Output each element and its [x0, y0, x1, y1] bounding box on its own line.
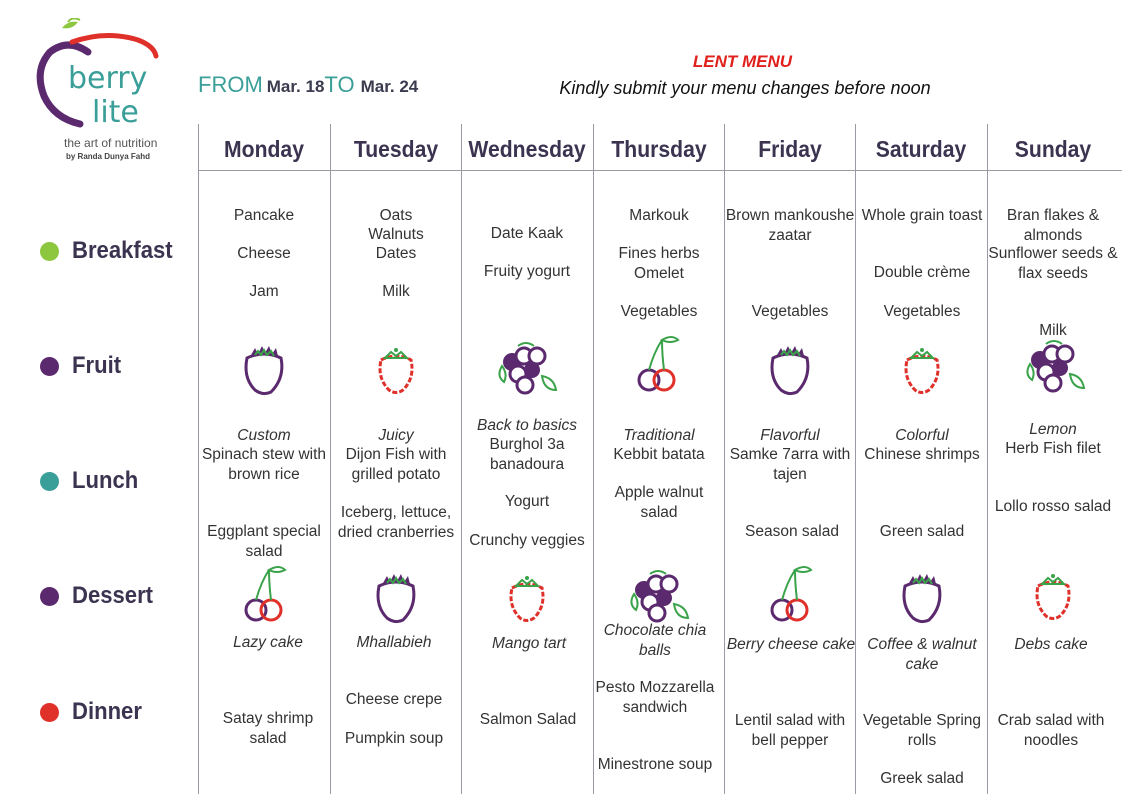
wednesday-breakfast-1: Date Kaak	[490, 225, 564, 242]
date-range	[198, 72, 418, 98]
saturday-lunch-desc: Colorful	[895, 427, 949, 444]
grapes-icon	[1022, 334, 1088, 400]
dinner-dot-icon	[40, 703, 59, 722]
row-label-text: Dessert	[72, 582, 154, 609]
wednesday-dinner-1: Salmon Salad	[479, 711, 577, 728]
fruit-dot-icon	[40, 357, 59, 376]
wednesday-lunch-main: Burghol 3a banadoura	[489, 436, 565, 473]
row-label-dinner	[40, 698, 148, 726]
brand-byline: by Randa Dunya Fahd	[66, 152, 151, 161]
fig-icon	[363, 566, 429, 632]
row-label-text: Fruit	[72, 352, 122, 379]
monday-dinner-1: Satay shrimp salad	[222, 710, 314, 747]
sunday-lunch-desc: Lemon	[1029, 421, 1077, 438]
to-label: TO	[324, 72, 355, 97]
day-header-thursday: Thursday	[611, 136, 707, 162]
strawberry-icon	[889, 338, 955, 404]
day-header-saturday: Saturday	[875, 136, 967, 162]
cherry-icon	[759, 562, 825, 628]
notice-text: Kindly submit your menu changes before noon	[559, 78, 931, 98]
day-header-monday: Monday	[224, 136, 304, 162]
friday-breakfast-1: Brown mankoushe zaatar	[725, 207, 855, 244]
monday-breakfast-1: Pancake	[233, 207, 295, 224]
wednesday-lunch-side: Yogurt	[504, 493, 550, 510]
svg-text:berry: berry	[68, 61, 148, 96]
wednesday-lunch-desc: Back to basics	[477, 417, 577, 434]
to-date: Mar. 24	[360, 77, 419, 96]
dessert-dot-icon	[40, 587, 59, 606]
row-label-dessert	[40, 582, 160, 610]
lunch-dot-icon	[40, 472, 59, 491]
tuesday-breakfast-4: Milk	[382, 283, 410, 300]
tuesday-breakfast-2: Walnuts	[368, 226, 424, 243]
tuesday-lunch-desc: Juicy	[378, 427, 414, 444]
friday-dessert: Berry cheese cake	[726, 636, 856, 653]
sunday-breakfast-3: Milk	[1039, 322, 1067, 339]
monday-lunch-main: Spinach stew with brown rice	[201, 446, 327, 483]
wednesday-lunch-side2: Crunchy veggies	[469, 532, 585, 549]
sunday-breakfast-2: Sunflower seeds & flax seeds	[988, 245, 1118, 282]
monday-breakfast-3: Jam	[249, 283, 279, 300]
tuesday-breakfast-1: Oats	[379, 207, 413, 224]
brand-tagline: the art of nutrition	[64, 136, 158, 150]
tuesday-lunch-main: Dijon Fish with grilled potato	[345, 446, 447, 483]
svg-text:lite: lite	[92, 95, 139, 130]
thursday-dessert: Chocolate chia balls	[603, 622, 707, 659]
day-header-tuesday: Tuesday	[353, 136, 439, 162]
cherry-icon	[233, 562, 299, 628]
row-label-text: Dinner	[72, 698, 142, 725]
breakfast-dot-icon	[40, 242, 59, 261]
berry-logo-icon	[28, 18, 168, 136]
sunday-lunch-main: Herb Fish filet	[1005, 440, 1101, 457]
fig-icon	[757, 338, 823, 404]
saturday-lunch-side: Green salad	[879, 523, 965, 540]
saturday-breakfast-1: Whole grain toast	[861, 207, 983, 224]
thursday-breakfast-1: Markouk	[629, 207, 689, 224]
brand-logo	[28, 18, 168, 168]
wednesday-breakfast-2: Fruity yogurt	[483, 263, 571, 280]
monday-lunch-side: Eggplant special salad	[207, 523, 321, 560]
menu-title: LENT MENU	[692, 52, 793, 71]
day-header-friday: Friday	[758, 136, 822, 162]
friday-lunch-desc: Flavorful	[760, 427, 820, 444]
tuesday-dessert: Mhallabieh	[356, 634, 432, 651]
sunday-lunch-side: Lollo rosso salad	[994, 498, 1112, 515]
sunday-dessert: Debs cake	[1014, 636, 1088, 653]
from-date: Mar. 18	[266, 77, 325, 96]
thursday-lunch-side: Apple walnut salad	[614, 484, 704, 521]
header-divider	[198, 170, 1122, 171]
thursday-lunch-main: Kebbit batata	[613, 446, 705, 463]
wednesday-dessert: Mango tart	[491, 635, 567, 652]
day-header-wednesday: Wednesday	[468, 136, 586, 162]
row-label-lunch	[40, 467, 144, 495]
strawberry-icon	[1020, 564, 1086, 630]
row-label-text: Lunch	[72, 467, 139, 494]
grid-line	[855, 124, 856, 794]
monday-dessert: Lazy cake	[233, 634, 303, 651]
row-label-breakfast	[40, 237, 181, 265]
friday-breakfast-2: Vegetables	[751, 303, 829, 320]
friday-lunch-side: Season salad	[745, 523, 839, 540]
tuesday-dinner-1: Cheese crepe	[345, 691, 443, 708]
tuesday-breakfast-3: Dates	[375, 245, 417, 262]
thursday-breakfast-3: Vegetables	[620, 303, 698, 320]
saturday-dessert: Coffee & walnut cake	[867, 636, 977, 673]
thursday-breakfast-2: Fines herbs Omelet	[618, 245, 700, 282]
day-header-sunday: Sunday	[1014, 136, 1092, 162]
strawberry-icon	[494, 566, 560, 632]
thursday-dinner-1: Pesto Mozzarella sandwich	[595, 679, 715, 716]
friday-lunch-main: Samke 7arra with tajen	[729, 446, 851, 483]
cherry-icon	[626, 332, 692, 398]
saturday-breakfast-3: Vegetables	[883, 303, 961, 320]
sunday-dinner-1: Crab salad with noodles	[997, 712, 1105, 749]
thursday-lunch-desc: Traditional	[623, 427, 695, 444]
fig-icon	[231, 338, 297, 404]
row-label-text: Breakfast	[72, 237, 173, 264]
saturday-dinner-1: Vegetable Spring rolls	[862, 712, 982, 749]
fig-icon	[889, 566, 955, 632]
monday-breakfast-2: Cheese	[237, 245, 291, 262]
friday-dinner-1: Lentil salad with bell pepper	[734, 712, 846, 749]
tuesday-lunch-side: Iceberg, lettuce, dried cranberries	[337, 504, 455, 541]
grapes-icon	[494, 336, 560, 402]
saturday-breakfast-2: Double crème	[873, 264, 971, 281]
from-label: FROM	[198, 72, 263, 97]
sunday-breakfast-1: Bran flakes & almonds	[1006, 207, 1100, 244]
saturday-dinner-2: Greek salad	[880, 770, 964, 787]
strawberry-icon	[363, 338, 429, 404]
thursday-dinner-2: Minestrone soup	[597, 756, 713, 773]
tuesday-dinner-2: Pumpkin soup	[344, 730, 444, 747]
row-label-fruit	[40, 352, 125, 380]
monday-lunch-desc: Custom	[237, 427, 291, 444]
saturday-lunch-main: Chinese shrimps	[864, 446, 980, 463]
